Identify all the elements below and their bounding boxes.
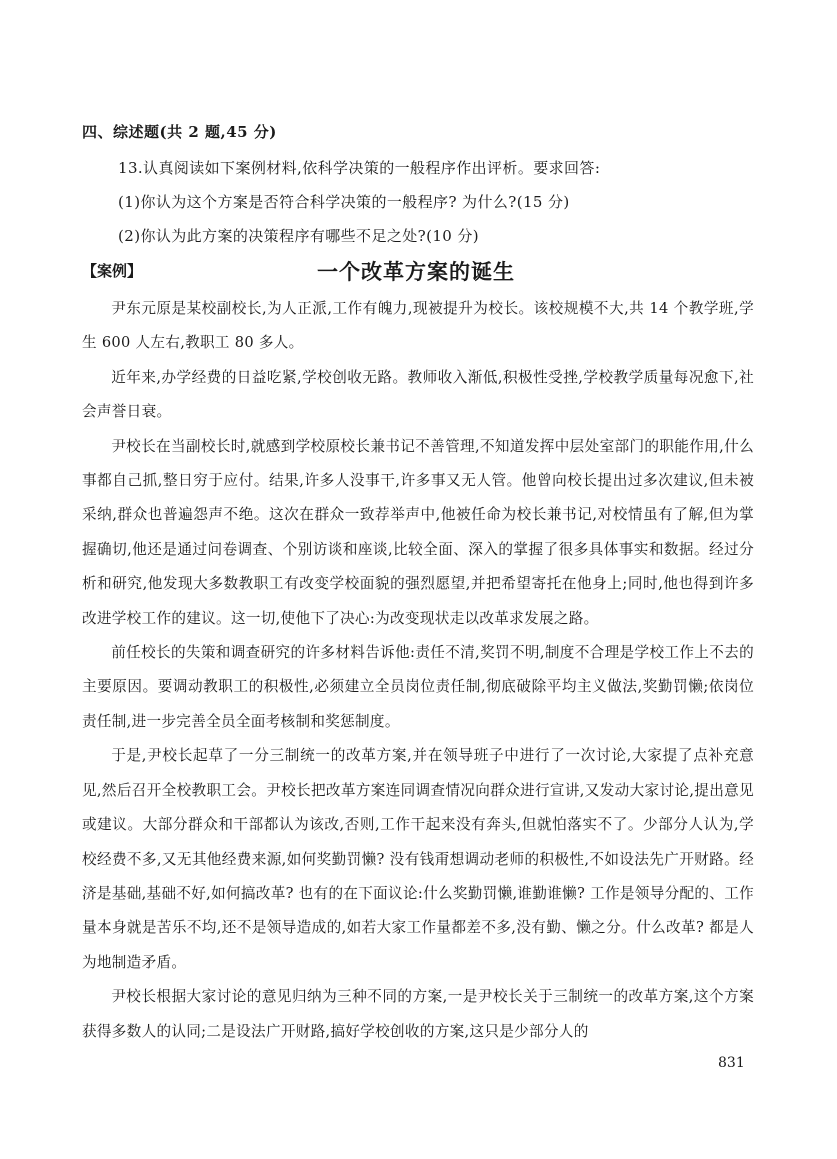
question-13: 13.认真阅读如下案例材料,依科学决策的一般程序作出评析。要求回答: (118, 159, 601, 177)
case-paragraph-4: 前任校长的失策和调查研究的许多材料告诉他:责任不清,奖罚不明,制度不合理是学校工作上不去的主要原因。要调动教职工的积极性,必须建立全员岗位责任制,彻底破除平均主义做法,奖勤罚懒;依岗位责任制,进一步完善全员全面考核制和奖惩制度。 (82, 644, 754, 730)
case-body (82, 292, 754, 1049)
case-title: 一个改革方案的诞生 (317, 259, 515, 284)
page-number: 831 (718, 1055, 745, 1071)
case-paragraph-1: 尹东元原是某校副校长,为人正派,工作有魄力,现被提升为校长。该校规模不大,共 14 个教学班,学生 600 人左右,教职工 80 多人。 (82, 300, 754, 352)
case-label: 【案例】 (82, 262, 143, 280)
section-heading: 四、综述题(共 2 题,45 分) (82, 123, 277, 141)
case-paragraph-3: 尹校长在当副校长时,就感到学校原校长兼书记不善管理,不知道发挥中层处室部门的职能作用,什么事都自己抓,整日穷于应付。结果,许多人没事干,许多事又无人管。他曾向校长提出过多次建议,但未被采纳,群众也普遍怨声不绝。这次在群众一致荐举声中,他被任命为校长兼书记,对校情虽有了解,但为掌握确切,他还是通过问卷调查、个别访谈和座谈,比较全面、深入的掌握了很多具体事实和数据。经过分析和研究,他发现大多数教职工有改变学校面貌的强烈愿望,并把希望寄托在他身上;同时,他也得到许多改进学校工作的建议。这一切,使他下了决心:为改变现状走以改革求发展之路。 (82, 437, 754, 627)
case-paragraph-5: 于是,尹校长起草了一分三制统一的改革方案,并在领导班子中进行了一次讨论,大家提了点补充意见,然后召开全校教职工会。尹校长把改革方案连同调查情况向群众进行宣讲,又发动大家讨论,提出意见或建议。大部分群众和干部都认为该改,否则,工作干起来没有奔头,但就怕落实不了。少部分人认为,学校经费不多,又无其他经费来源,如何奖勤罚懒? 没有钱甭想调动老师的积极性,不如设法先广开财路。经济是基础,基础不好,如何搞改革? 也有的在下面议论:什么奖勤罚懒,谁勤谁懒? 工作是领导分配的、工作量本身就是苦乐不均,还不是领导造成的,如若大家工作量都差不多,没有勤、懒之分。什么改革? 都是人为地制造矛盾。 (82, 747, 754, 971)
sub-question-1: (1)你认为这个方案是否符合科学决策的一般程序? 为什么?(15 分) (118, 193, 570, 211)
case-paragraph-2: 近年来,办学经费的日益吃紧,学校创收无路。教师收入渐低,积极性受挫,学校教学质量每况愈下,社会声誉日衰。 (82, 368, 754, 421)
case-paragraph-6: 尹校长根据大家讨论的意见归纳为三种不同的方案,一是尹校长关于三制统一的改革方案,这个方案获得多数人的认同;二是设法广开财路,搞好学校创收的方案,这只是少部分人的 (82, 988, 754, 1040)
sub-question-2: (2)你认为此方案的决策程序有哪些不足之处?(10 分) (118, 227, 480, 245)
